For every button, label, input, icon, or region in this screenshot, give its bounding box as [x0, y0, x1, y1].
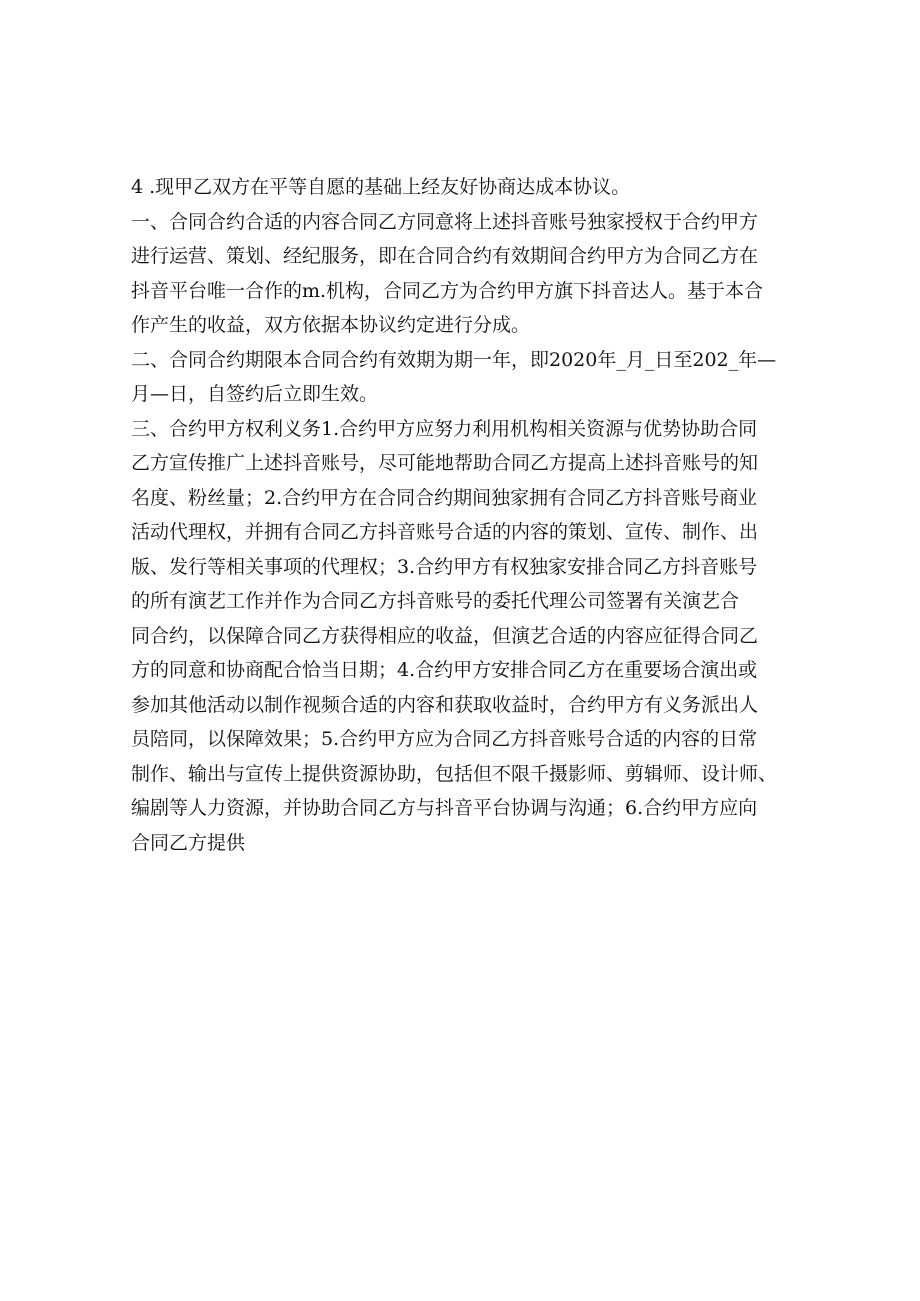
paragraph-contract-term: [131, 343, 801, 412]
text-line: 版、发行等相关事项的代理权；3.合约甲方有权独家安排合同乙方抖音账号: [131, 555, 758, 578]
text-line: 同合约，以保障合同乙方获得相应的收益，但演艺合适的内容应征得合同乙: [131, 624, 759, 647]
text-line: 进行运营、策划、经纪服务，即在合同合约有效期间合约甲方为合同乙方在: [131, 245, 759, 267]
text-line: 月—日，自签约后立即生效。: [131, 383, 379, 405]
text-line: 活动代理权，并拥有合同乙方抖音账号合适的内容的策划、宣传、制作、出: [131, 521, 759, 543]
text-line: 三、合约甲方权利义务1.合约甲方应努力利用机构相关资源与优势协助合同: [131, 417, 758, 440]
paragraph-contract-content: [131, 205, 801, 343]
text-line: 编剧等人力资源，并协助合同乙方与抖音平台协调与沟通；6.合约甲方应向: [131, 797, 758, 819]
text-line: 员陪同，以保障效果；5.合约甲方应为合同乙方抖音账号合适的内容的日常: [131, 728, 758, 750]
text-line: 参加其他活动以制作视频合适的内容和获取收益时，合约甲方有义务派出人: [131, 693, 759, 716]
paragraph-party-a-rights: [131, 412, 801, 861]
text-line: 方的同意和协商配合恰当日期；4.合约甲方安排合同乙方在重要场合演出或: [131, 659, 758, 681]
text-line: 一、合同合约合适的内容合同乙方同意将上述抖音账号独家授权于合约甲方: [131, 210, 759, 233]
text-line: 乙方宣传推广上述抖音账号，尽可能地帮助合同乙方提高上述抖音账号的知: [131, 452, 759, 474]
text-line: 作产生的收益，双方依据本协议约定进行分成。: [131, 314, 531, 336]
text-line: 制作、输出与宣传上提供资源协助，包括但不限千摄影师、剪辑师、设计师、: [131, 762, 778, 785]
text-line: 抖音平台唯一合作的m.机构，合同乙方为合约甲方旗下抖音达人。基于本合: [131, 279, 764, 302]
document-body: [131, 170, 801, 860]
paragraph-intro: [131, 170, 801, 205]
text-line: 的所有演艺工作并作为合同乙方抖音账号的委托代理公司签署有关演艺合: [131, 590, 740, 612]
text-line: 名度、粉丝量；2.合约甲方在合同合约期间独家拥有合同乙方抖音账号商业: [131, 486, 758, 509]
text-line: 合同乙方提供: [131, 831, 246, 854]
text-line: 4 .现甲乙双方在平等自愿的基础上经友好协商达成本协议。: [131, 176, 631, 198]
text-line: 二、合同合约期限本合同合约有效期为期一年，即2020年_月_日至202_年—: [131, 348, 777, 371]
